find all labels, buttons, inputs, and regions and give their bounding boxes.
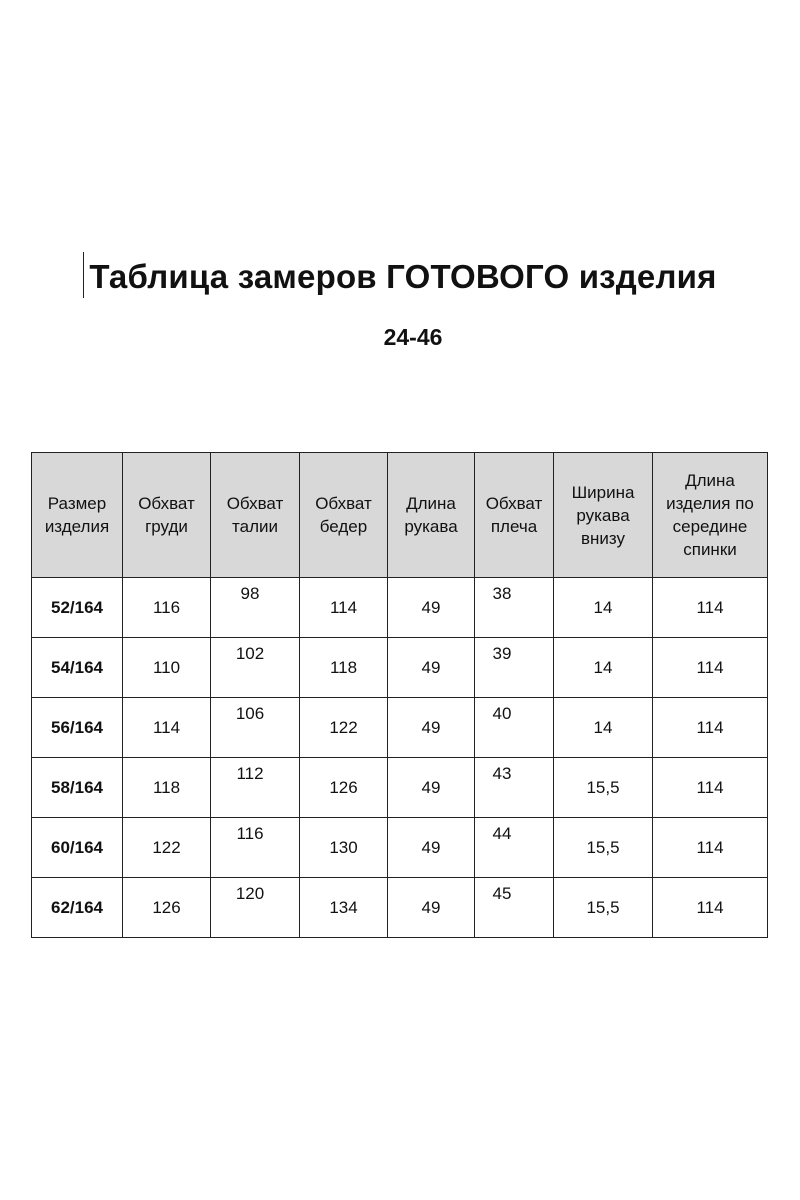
waist-cell [211, 578, 300, 638]
size-cell: 62/164 [32, 878, 123, 938]
shoulder-value: 39 [492, 644, 512, 663]
size-cell: 56/164 [32, 698, 123, 758]
table-header [32, 453, 768, 578]
size-cell: 58/164 [32, 758, 123, 818]
chest-cell: 118 [123, 758, 211, 818]
document-title [0, 258, 800, 296]
back-length-cell: 114 [653, 878, 768, 938]
back-length-cell: 114 [653, 578, 768, 638]
sleeve-width-cell: 14 [554, 698, 653, 758]
text-cursor [83, 252, 84, 298]
shoulder-cell [475, 638, 554, 698]
back-length-cell: 114 [653, 758, 768, 818]
document-subtitle: 24-46 [383, 324, 443, 350]
shoulder-cell [475, 698, 554, 758]
sleeve-length-cell: 49 [388, 638, 475, 698]
waist-value: 116 [236, 824, 264, 843]
shoulder-cell [475, 878, 554, 938]
chest-cell: 114 [123, 698, 211, 758]
header-size: Размер изделия [32, 453, 123, 578]
header-back-length: Длина изделия по середине спинки [653, 453, 768, 578]
header-row [32, 453, 768, 578]
sleeve-length-cell: 49 [388, 818, 475, 878]
waist-cell [211, 878, 300, 938]
size-cell: 60/164 [32, 818, 123, 878]
hips-cell: 118 [300, 638, 388, 698]
size-cell: 54/164 [32, 638, 123, 698]
sleeve-length-cell: 49 [388, 878, 475, 938]
header-shoulder: Обхват плеча [475, 453, 554, 578]
shoulder-value: 45 [492, 884, 512, 903]
sleeve-length-cell: 49 [388, 578, 475, 638]
table-row [32, 638, 768, 698]
table-row [32, 578, 768, 638]
waist-value: 102 [235, 644, 265, 663]
sleeve-width-cell: 14 [554, 578, 653, 638]
shoulder-cell [475, 578, 554, 638]
hips-cell: 134 [300, 878, 388, 938]
sleeve-width-cell: 14 [554, 638, 653, 698]
waist-value: 112 [236, 764, 264, 783]
hips-cell: 130 [300, 818, 388, 878]
header-sleeve-length: Длина рукава [388, 453, 475, 578]
header-hips: Обхват бедер [300, 453, 388, 578]
sleeve-length-cell: 49 [388, 758, 475, 818]
waist-value: 98 [240, 584, 260, 603]
header-chest: Обхват груди [123, 453, 211, 578]
waist-cell [211, 758, 300, 818]
hips-cell: 122 [300, 698, 388, 758]
shoulder-value: 38 [492, 584, 512, 603]
table-row [32, 698, 768, 758]
size-measurements-table [31, 452, 768, 938]
document-title-text: Таблица замеров ГОТОВОГО изделия [89, 258, 717, 295]
hips-cell: 126 [300, 758, 388, 818]
sleeve-width-cell: 15,5 [554, 818, 653, 878]
size-cell: 52/164 [32, 578, 123, 638]
chest-cell: 122 [123, 818, 211, 878]
waist-value: 120 [235, 884, 265, 903]
table-row [32, 878, 768, 938]
back-length-cell: 114 [653, 698, 768, 758]
table-row [32, 758, 768, 818]
chest-cell: 126 [123, 878, 211, 938]
waist-cell [211, 818, 300, 878]
sleeve-width-cell: 15,5 [554, 758, 653, 818]
chest-cell: 110 [123, 638, 211, 698]
header-sleeve-width: Ширина рукава внизу [554, 453, 653, 578]
shoulder-cell [475, 758, 554, 818]
shoulder-value: 40 [492, 704, 512, 723]
back-length-cell: 114 [653, 818, 768, 878]
waist-cell [211, 638, 300, 698]
shoulder-value: 44 [492, 824, 512, 843]
back-length-cell: 114 [653, 638, 768, 698]
chest-cell: 116 [123, 578, 211, 638]
sleeve-length-cell: 49 [388, 698, 475, 758]
shoulder-cell [475, 818, 554, 878]
waist-value: 106 [235, 704, 265, 723]
title-wrap [83, 258, 716, 296]
table-row [32, 818, 768, 878]
sleeve-width-cell: 15,5 [554, 878, 653, 938]
hips-cell: 114 [300, 578, 388, 638]
waist-cell [211, 698, 300, 758]
header-waist: Обхват талии [211, 453, 300, 578]
shoulder-value: 43 [492, 764, 512, 783]
table-body [32, 578, 768, 938]
